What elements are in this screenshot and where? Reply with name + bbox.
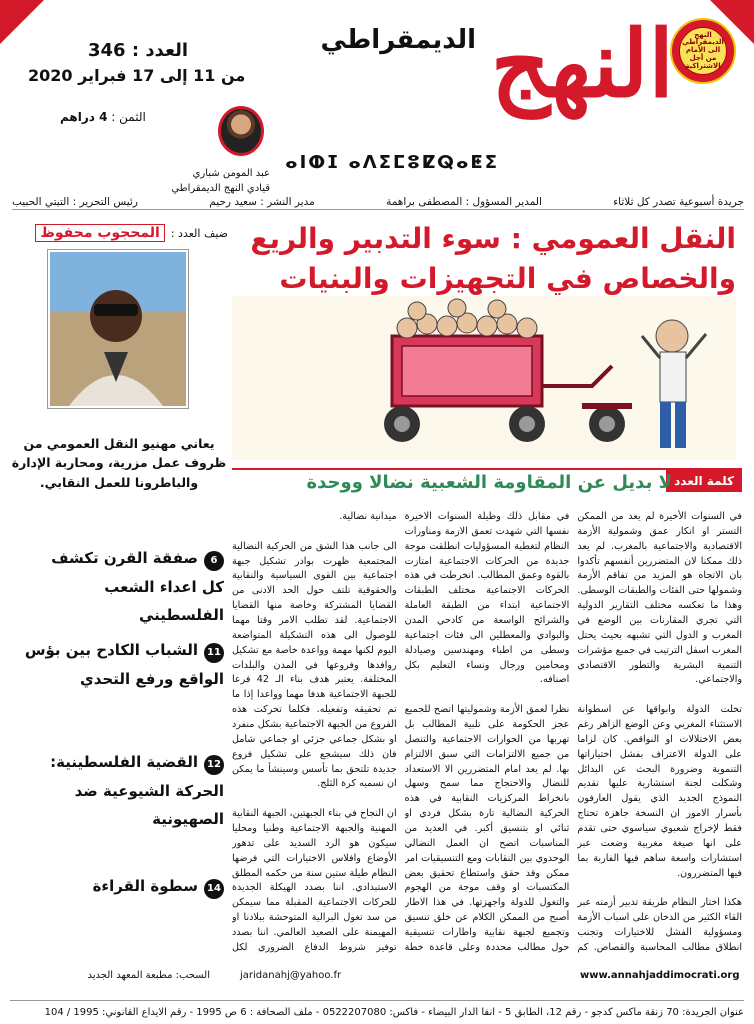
editorial-column-1: في السنوات الأخيرة لم يعد من الممكن التستر او انكار عمق وشمولية الأزمة الاقتصادية والاجتماعية بالمغرب. لم يعد ذلك ممكنا لان المتضررين أنفسهم تأكدوا بان الاتجاه هو المزيد من تفاقم الأزمة وشمولها حتى الفئات والطبقات الوسطى. وهذا ما تعكسه مختلف التقارير الدولية التي تجري المقارنات بين الوضع في المغرب و الدول التي تشبهه بحيث يحتل المغرب اسفل الترتيب في جميع مؤشرات التنمية البشرية والتطور الاقتصادي والاجتماعي. تخلت الدولة وابواقها عن اسطوانة الاستثناء المغربي وعن الوضع الزاهر رغم بعض الاختلالات او النواقص. كان لزاما على الدولة الاعتراف بفشل اختياراتها التنموية وضرورة البحث عن البدائل وشكلت لجنة استشارية عليها تقديم النموذج الجديد الذي يقول العارفون بأسرار الامور ان النسخة جاهزة تحتاج فقط لإخراج شعبوي سياسوي حتى تقدم على انها صيغة مغربية وضعت عبر استشارات واسعة ساهم فيها الفاربة بما فيها المتضررون. هكذا اختار النظام طريقة تدبير أزمته عبر القاء الكثير من الدخان على اسباب الأزمة ومسؤولية الفشل للاختيارات وتجنب انطلاق مطالب المحاسبة والقصاص. كم — [577, 511, 742, 953]
index-page-number: 11 — [204, 643, 224, 663]
guest-header — [35, 224, 228, 242]
guest-box — [10, 224, 228, 494]
editorial-columns — [232, 510, 742, 955]
guest-photo — [48, 250, 188, 408]
index-page-number: 6 — [204, 551, 224, 571]
footer-address: عنوان الجريدة: 70 زنقة ماكس كدجو - رقم 12، الطابق 5 - انفا الدار البيضاء - فاكس: 0522207080 - ملف الصحافة : 6 ص 1995 - رقم الايداع القانوني: 1995 / 104 — [10, 1000, 744, 1018]
editorial-column-2: في مقابل ذلك وطيلة السنوات الاخيرة نفسها التي شهدت تعمق الازمة ومناورات النظام لتغطية المسؤوليات انطلقت موجة جديدة من الحركات الاجتماعية امتازت بالقوة وعمق المطالب. انخرطت في هذه الحركات الاجتماعية مختلف الطبقات الاجتماعية ابتداء من الطبقة العاملة والشرائح الواسعة من كادحي المدن والبوادي والمعطلين الى فئات اجتماعية وسطى من اطباء ومهندسين وصيادلة ومحامين ورجال ونساء التعليم بكل اصنافه. نظرا لعمق الأزمة وشموليتها اتضح للجميع عجز الحكومة على تلبية المطالب بل تهربها من الحوارات الاجتماعية والتنصل من جميع الالتزامات التي سبق الالتزام بها. لم يعد امام المتضررين الا الاستعداد للنضال والاحتجاج مما سمح وسهل بانخراط المركزيات النقابية في هذه الحركية النضالية تارة بشكل فردي او ثنائي او بتنسيق أكبر. في العديد من المناسبات اتضح ان العمل النضالي الوحدوي بين النقابات ومع التنسيقيات امر ممكن وقد حقق واستطاع تحقيق بعض المكتسبات او وقف موجة من الهجوم والتغول للدولة واجهزتها. في هذا الاطار أصبح من الممكن الكلام عن خلق تنسيق وتجميع لجبهة نقابية واطارات تنسيقية حول مطالب محددة وعلى قاعدة خطة — [404, 511, 570, 953]
index-title: الشباب الكادح بين بؤس الواقع ورفع التحدي — [24, 641, 224, 688]
issue-label: العدد : — [131, 40, 189, 61]
editorial — [232, 468, 742, 958]
director-name: عبد المومن شباري — [192, 168, 270, 179]
issue-info — [88, 40, 188, 61]
editorial-title: لا بديل عن المقاومة الشعبية نضالا ووحدة — [306, 472, 672, 493]
headline-cartoon — [232, 296, 736, 460]
index-page-number: 12 — [204, 755, 224, 775]
editorial-column-3: ميدانية نضالية. الى جانب هذا الشق من الحركية النضالية المجتمعية ظهرت بوادر تشكيل جبهة اجتماعية بين القوى السياسية والنقابية والحقوقية تلتف حول الحد الادنى من القضايا المشتركة وخاصة منها القضايا الاجتماعية. لقد تطلب الامر وقتا مهما للوصول الى هذه التشكيلة المتواضعة اليوم لكنها مهمة وواعدة خاصة مع تشكيل روافدها وفروعها في المدن والبلدات المختلفة. يعتبر هدف بناء الـ 42 فرعا للجبهة الاجتماعية هدفا مهما وواعدا إذا ما تم تحقيقه وتفعيله. فكلما تحركت هذه الفروع من الجبهة الاجتماعية بشكل منفرد او بشكل جماعي جزئي او جماعي شامل فان ذلك سيشجع على تشكيل فروع جديدة تلتحق بما تأسس وسينشأ ما يمكن ان نسميه كرة الثلج. ان النجاح في بناء الجبهتين، الجبهة النقابية المهنية والجبهة الاجتماعية وطنيا ومحليا سيكون هو الرد السديد على تدهور الأوضاع وافلاس الاختيارات التي فرضها النظام طيلة ستين سنة من حكمه المطلق الاستبدادي. اننا بصدد الهيكلة الجديدة للحركات الاجتماعية المقبلة مما سيمكن من سد تغول البرالية المتوحشة ببلادنا او المهيمنة على الصعيد العالمي. اننا بصدد توفير شروط الدفاع الضروري لكل — [231, 511, 397, 953]
staff-publishing: مدير النشر : سعيد رحيم — [209, 195, 315, 208]
index-item[interactable] — [24, 872, 224, 901]
index-title: القضية الفلسطينية: الحركة الشيوعية ضد الصهيونية — [50, 753, 224, 828]
footer — [10, 960, 744, 1022]
masthead — [0, 0, 754, 160]
staff-editor: رئيس التحرير : التيتي الحبيب — [12, 195, 138, 208]
footer-website[interactable]: www.annahjaddimocrati.org — [580, 970, 740, 981]
tifinagh-title: ⴰⵏⵀⵊ ⴰⴷⵉⵎⵓⵇⵕⴰⵟⵉ — [285, 152, 499, 173]
footer-printer: السحب: مطبعة المعهد الجديد — [87, 970, 210, 981]
headline-line-1: النقل العمومي : سوء التدبير والريع — [250, 222, 736, 255]
director-role: قيادي النهج الديمقراطي — [171, 183, 270, 194]
party-seal-logo — [670, 18, 736, 84]
issue-number: 346 — [88, 40, 126, 61]
newspaper-logo-subtitle: الديمقراطي — [320, 25, 476, 55]
index-item[interactable] — [24, 544, 224, 630]
index-title: صفقة القرن تكشف كل اعداء الشعب الفلسطيني — [51, 549, 224, 624]
staff-weekly: جريدة أسبوعية تصدر كل ثلاثاء — [613, 195, 744, 208]
staff-responsible: المدير المسؤول : المصطفى براهمة — [386, 195, 542, 208]
price — [60, 110, 146, 124]
director-caption — [140, 166, 270, 196]
guest-caption: يعاني مهنيو النقل العمومي من ظروف عمل مزرية، ومحاربة الإدارة والباطرونا للعمل النقابي. — [11, 436, 227, 490]
footer-email[interactable]: jaridanahj@yahoo.fr — [240, 970, 342, 981]
price-value: 4 دراهم — [60, 110, 108, 124]
index-page-number: 14 — [204, 879, 224, 899]
newspaper-logo: النهج — [490, 10, 674, 118]
index-item[interactable] — [24, 636, 224, 693]
editorial-tag: كلمة العدد — [666, 470, 742, 492]
price-label: الثمن : — [111, 110, 146, 124]
corner-decoration — [0, 0, 44, 44]
headline-line-2: والخصاص في التجهيزات والبنيات — [279, 262, 736, 295]
staff-bar — [12, 194, 744, 210]
index-item[interactable] — [24, 748, 224, 834]
seal-text: النهج الديمقراطي الى الأمام من أجل الاشتراكية — [679, 27, 727, 75]
issue-dates: من 11 إلى 17 فبراير 2020 — [28, 66, 246, 85]
guest-name: المحجوب محفوظ — [35, 224, 165, 242]
index-title: سطوة القراءة — [92, 877, 198, 895]
guest-label: ضيف العدد : — [170, 226, 228, 240]
director-photo — [218, 106, 264, 156]
